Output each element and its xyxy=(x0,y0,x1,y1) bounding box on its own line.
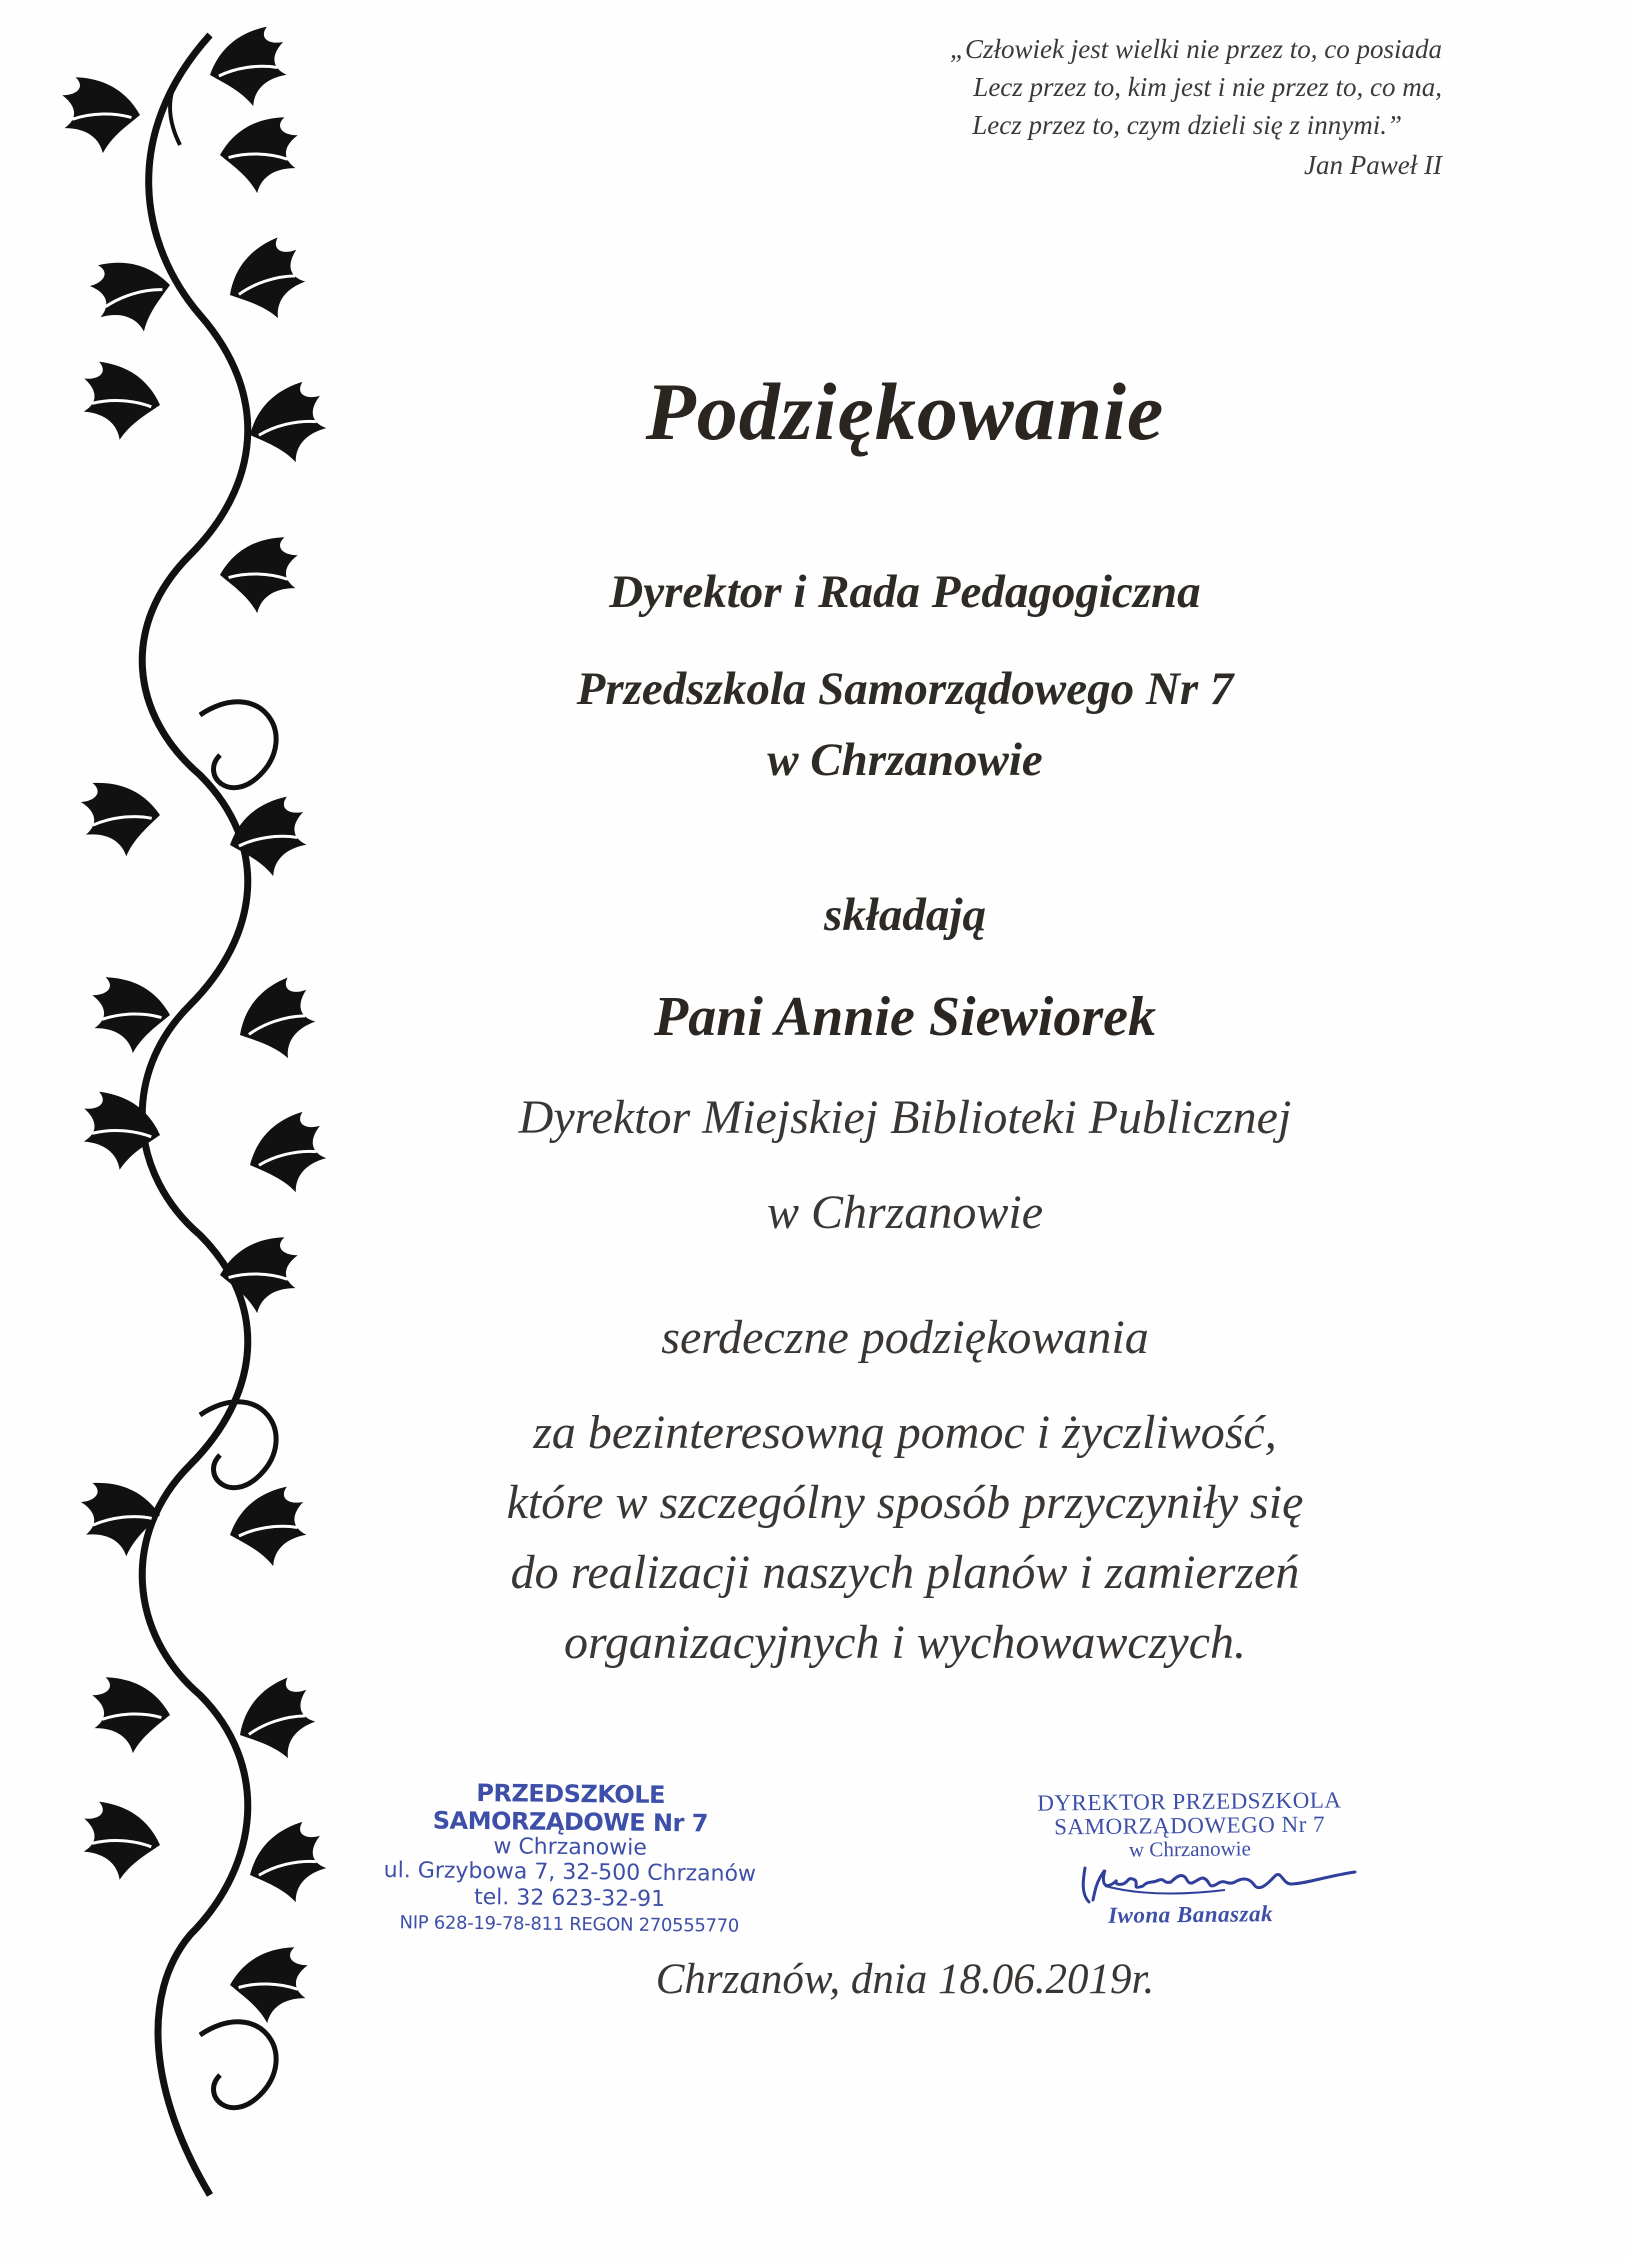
recipient-position: Dyrektor Miejskiej Biblioteki Publicznej xyxy=(518,1091,1292,1144)
director-stamp-line-2: SAMORZĄDOWEGO Nr 7 xyxy=(1054,1811,1326,1840)
message-line-3: które w szczególny sposób przyczyniły się xyxy=(506,1476,1304,1529)
issuer-line-3: w Chrzanowie xyxy=(767,734,1043,786)
school-stamp-line-3: ul. Grzybowa 7, 32-500 Chrzanów xyxy=(383,1858,757,1887)
school-stamp-line-5: NIP 628-19-78-811 REGON 270555770 xyxy=(399,1912,740,1937)
issuer-line-2: Przedszkola Samorządowego Nr 7 xyxy=(576,663,1234,715)
handwritten-signature xyxy=(1075,1850,1365,1920)
school-stamp-line-1: PRZEDSZKOLE SAMORZĄDOWE Nr 7 xyxy=(432,1779,709,1838)
issue-date: Chrzanów, dnia 18.06.2019r. xyxy=(655,1956,1155,2003)
quote-line-2: Lecz przez to, kim jest i nie przez to, co ma, xyxy=(973,72,1442,102)
message-line-4: do realizacji naszych planów i zamierzeń xyxy=(510,1546,1300,1599)
director-stamp-line-3: w Chrzanowie xyxy=(1128,1836,1251,1862)
recipient-name: Pani Annie Siewiorek xyxy=(653,986,1156,1048)
epigraph-quote xyxy=(742,30,1442,184)
quote-line-1: „Człowiek jest wielki nie przez to, co posiada xyxy=(950,34,1442,64)
message-line-2: za bezinteresowną pomoc i życzliwość, xyxy=(533,1406,1277,1459)
director-stamp-name: Iwona Banaszak xyxy=(1108,1901,1274,1928)
quote-author: Jan Paweł II xyxy=(1304,150,1442,180)
school-stamp xyxy=(369,1778,771,1940)
certificate-title: Podziękowanie xyxy=(645,366,1165,457)
message-line-5: organizacyjnych i wychowawczych. xyxy=(563,1616,1247,1669)
floral-vine-ornament xyxy=(60,15,350,2215)
issuer-line-1: Dyrektor i Rada Pedagogiczna xyxy=(609,566,1201,618)
director-stamp-line-1: DYREKTOR PRZEDSZKOLA xyxy=(1037,1787,1342,1816)
recipient-place: w Chrzanowie xyxy=(766,1186,1044,1239)
school-stamp-line-4: tel. 32 623-32-91 xyxy=(473,1884,666,1912)
verb-line: składają xyxy=(824,889,986,941)
message-line-1: serdeczne podziękowania xyxy=(661,1311,1149,1364)
quote-line-3: Lecz przez to, czym dzieli się z innymi.” xyxy=(972,110,1402,140)
school-stamp-line-2: w Chrzanowie xyxy=(493,1834,647,1861)
